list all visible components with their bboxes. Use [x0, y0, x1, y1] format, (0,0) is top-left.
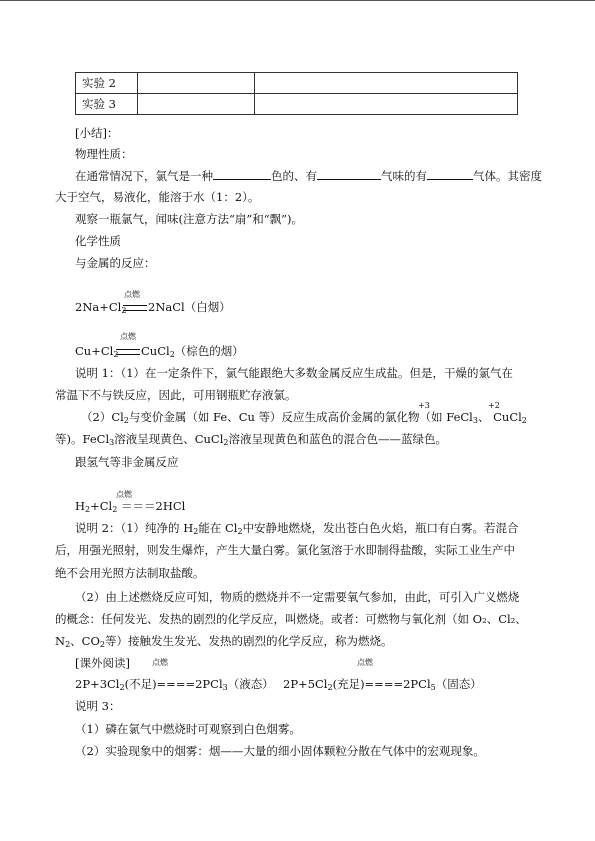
condition-label: 点燃 [120, 332, 136, 341]
reaction-arrow [123, 305, 147, 311]
paragraph-line: $N_2$、$CO_2$等）接触发生发光、发热的剧烈的化学反应，称为燃烧。 [55, 634, 393, 649]
oxidation-state: +3 [418, 401, 430, 410]
equation: $2P+5Cl_2$(充足)====2PCl$_5$（固态） [283, 677, 482, 692]
extra-reading-heading: [课外阅读] [75, 656, 130, 670]
paragraph-line: （2）由上述燃烧反应可知，物质的燃烧并不一定需要氧气参加，由此，可引入广义燃烧 [75, 590, 520, 604]
condition-label: 点燃 [357, 658, 373, 667]
paragraph-line: 说明 2：（1）纯净的 $H_2$能在 $Cl_2$中安静地燃烧，发出苍白色火焰，瓶口有白雾。若混合 [75, 521, 519, 536]
table-cell [255, 94, 518, 115]
paragraph-line: 说明 1：（1）在一定条件下，氯气能跟绝大多数金属反应生成盐。但是，干燥的氯气在 [75, 366, 514, 380]
table-cell [255, 73, 518, 94]
table-cell [138, 94, 255, 115]
paragraph-line: 观察一瓶氯气，闻味(注意方法“扇”和“飘”)。 [75, 212, 303, 226]
paragraph-line: 的概念：任何发光、发热的剧烈的化学反应，叫燃烧。或者：可燃物与氧化剂（如 O₂、Cl₂、 [55, 612, 527, 626]
table-row [76, 73, 518, 94]
table-cell: 实验 2 [76, 73, 138, 94]
condition-label: 点燃 [152, 658, 168, 667]
condition-label: 点燃 [124, 290, 140, 299]
table-row [76, 94, 518, 115]
physical-heading: 物理性质： [75, 147, 133, 161]
chemical-heading: 化学性质 [75, 234, 121, 248]
subheading: 跟氢气等非金属反应 [75, 455, 179, 469]
equation: $2Na+Cl_2$ [75, 300, 127, 315]
paragraph-line: 等)。FeCl$_3$溶液呈现黄色、CuCl$_2$溶液呈现黄色和蓝色的混合色——蓝绿色。 [55, 432, 447, 447]
reaction-arrow [116, 349, 140, 355]
equation: $2P+3Cl_2$(不足)====2PCl$_3$（液态） [75, 677, 274, 692]
condition-label: 点燃 [116, 490, 132, 499]
paragraph-line: 后，用强光照射，则发生爆炸，产生大量白雾。氯化氢溶于水即制得盐酸，实际工业生产中 [55, 543, 515, 557]
equation: $Cu+Cl_2$ [75, 344, 119, 359]
table-cell [138, 73, 255, 94]
summary-heading: [小结]： [75, 126, 119, 140]
oxidation-state: +2 [488, 401, 500, 410]
paragraph-line: $(2)Cl_2$与变价金属（如 Fe、Cu 等）反应生成高价金属的氯化物（如 FeCl$_3$、 CuCl$_2$ [81, 410, 527, 425]
experiment-table [75, 72, 518, 115]
subheading: 与金属的反应： [75, 256, 156, 270]
table-cell: 实验 3 [76, 94, 138, 115]
equation-product: CuCl$_2$（棕色的烟） [141, 344, 244, 359]
paragraph-line: 大于空气，易液化，能溶于水（1：2）。 [55, 190, 260, 204]
paragraph-line: （1）磷在氯气中燃烧时可观察到白色烟雾。 [75, 722, 301, 736]
paragraph-line: 常温下不与铁反应，因此，可用钢瓶贮存液氯。 [55, 388, 297, 402]
paragraph-line: 绝不会用光照方法制取盐酸。 [55, 566, 205, 580]
equation-product: 2NaCl（白烟） [148, 300, 231, 314]
paragraph-line: 在通常情况下，氯气是一种 色的、有 气味的有 气体。其密度 [75, 169, 542, 183]
paragraph-line: （2）实验现象中的烟雾：烟——大量的细小固体颗粒分散在气体中的宏观现象。 [75, 744, 485, 758]
note-heading: 说明 3： [75, 699, 121, 713]
equation: $H_2+Cl_2 ===2HCl$ [75, 499, 186, 514]
